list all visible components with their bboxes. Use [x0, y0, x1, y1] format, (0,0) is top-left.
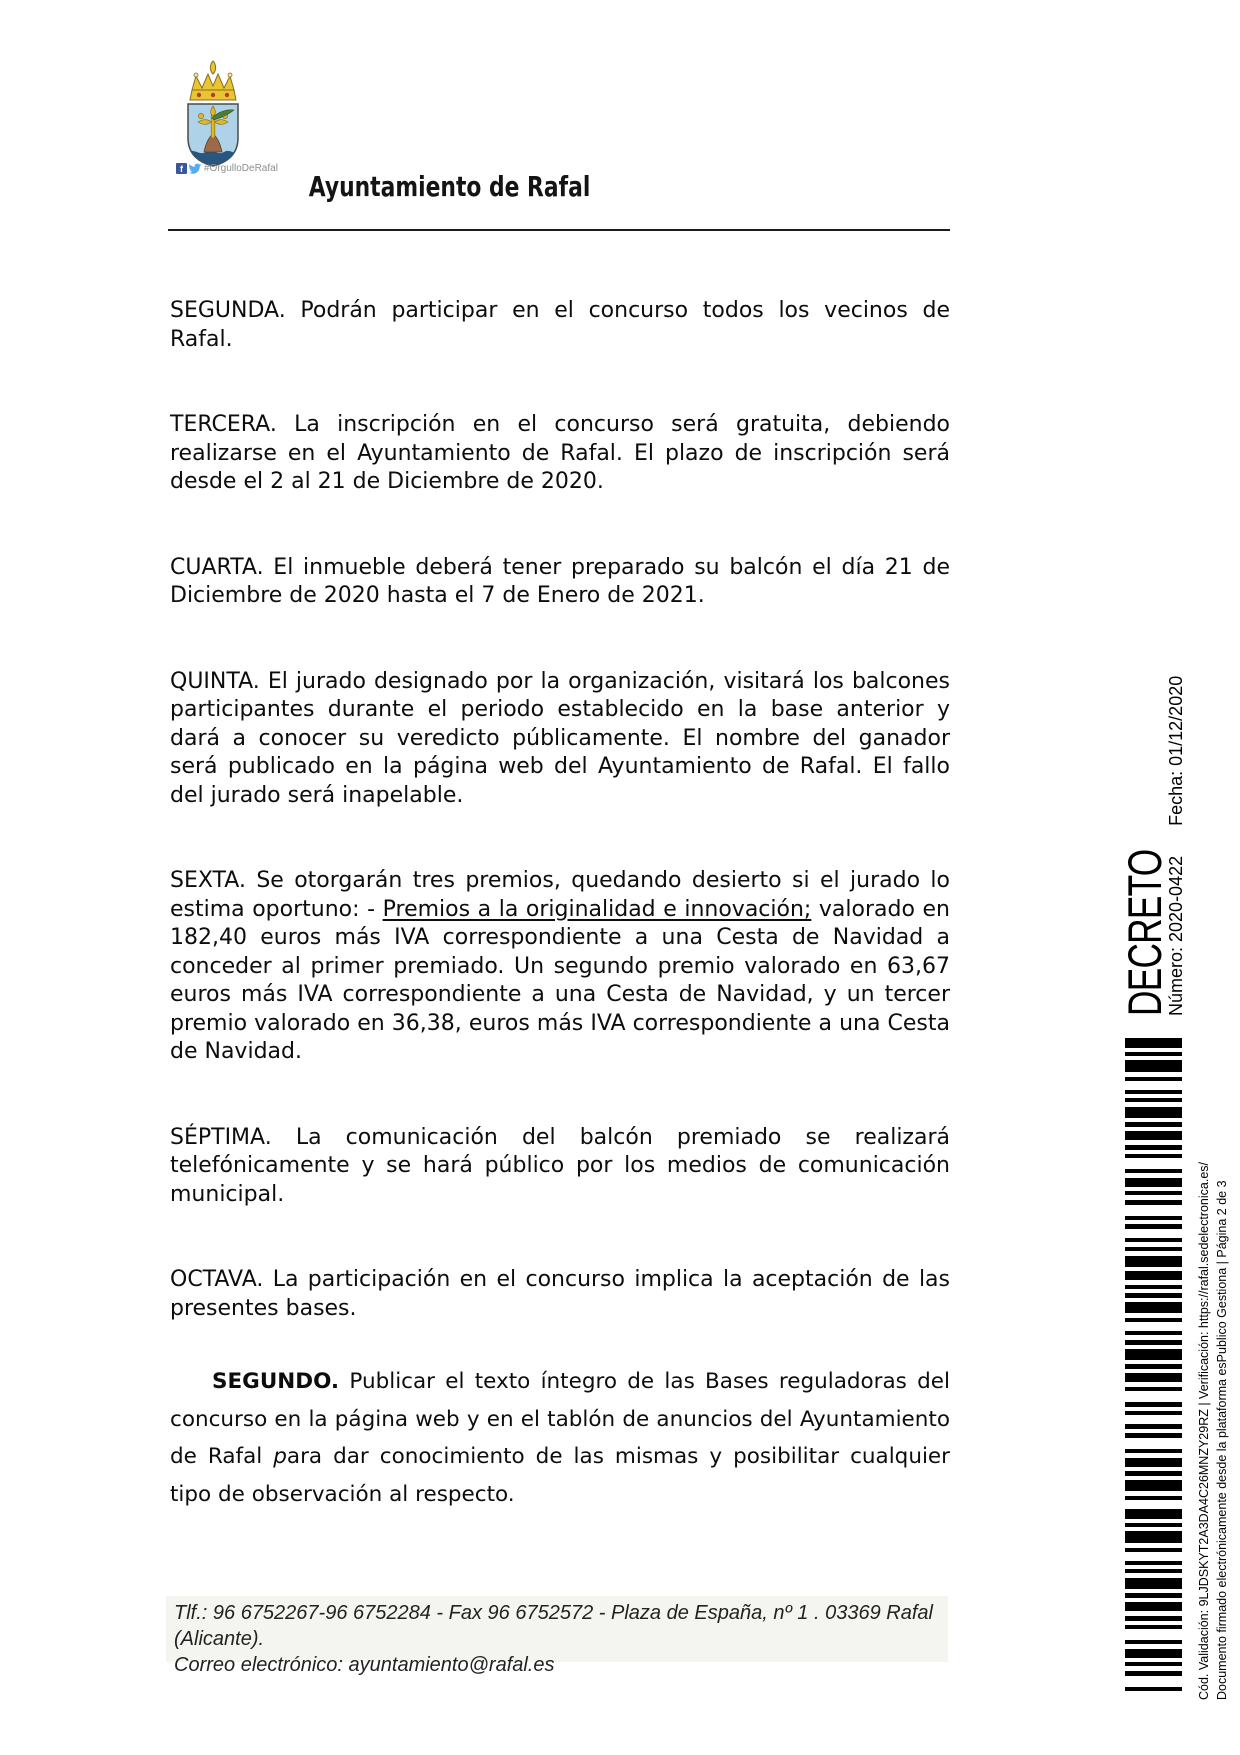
shield-icon — [188, 104, 238, 168]
clause-sexta — [170, 867, 950, 1067]
barcode-bar — [1125, 1578, 1182, 1589]
resolution-label: SEGUNDO. — [212, 1369, 340, 1394]
decree-number: Número: 2020-0422 — [1166, 855, 1186, 1016]
barcode-space — [1125, 1691, 1182, 1693]
barcode-bar — [1125, 1509, 1182, 1519]
barcode-space — [1125, 1081, 1182, 1090]
decree-validation-block — [1196, 1150, 1234, 1700]
clause-cuarta: CUARTA. El inmueble deberá tener preparado su balcón el día 21 de Diciembre de 2020 hasta el 7 de Enero de 2021. — [170, 554, 950, 608]
barcode-space — [1125, 1415, 1182, 1424]
validation-code-line: Cód. Validación: 9LJDSKYT2A3DA4C26MNZY29RZ | Verificación: https://rafal.sedelectronica.es/ — [1197, 1162, 1211, 1700]
decree-barcode — [1125, 1038, 1182, 1693]
resolution-text-2: ara dar conocimiento de las mismas y posibilitar cualquier tipo de observación al respecto. — [170, 1444, 950, 1507]
barcode-bar — [1125, 1060, 1182, 1072]
clause-segunda: SEGUNDA. Podrán participar en el concurso todos los vecinos de Rafal. — [170, 298, 950, 352]
footer-contact-strip — [166, 1596, 948, 1676]
barcode-bar — [1125, 1302, 1182, 1313]
barcode-space — [1125, 1500, 1182, 1509]
footer-phone-address-line: Tlf.: 96 6752267-96 6752284 - Fax 96 6752572 - Plaza de España, nº 1 . 03369 Rafal (Alicante). — [174, 1602, 933, 1650]
signature-platform-line: Documento firmado electrónicamente desde la plataforma esPublico Gestiona | Página 2 de 3 — [1214, 1180, 1229, 1700]
resolution-italic-letter: p — [273, 1444, 287, 1469]
clause-septima: SÉPTIMA. La comunicación del balcón premiado se realizará telefónicamente y se hará público por los medios de comunicación municipal. — [170, 1124, 950, 1207]
clause-sexta-intro: SEXTA. Se otorgarán tres premios, quedando desierto si el jurado lo estima oportuno: - — [170, 868, 950, 922]
clause-tercera: TERCERA. La inscripción en el concurso será gratuita, debiendo realizarse en el Ayuntamiento de Rafal. El plazo de inscripción será desde el 2 al 21 de Diciembre de 2020. — [170, 412, 950, 494]
rafal-coat-of-arms-logo — [168, 60, 258, 178]
page-title: Ayuntamiento de Rafal — [309, 170, 591, 203]
clause-sexta-underlined-prize: Premios a la originalidad e innovación; — [382, 896, 812, 922]
barcode-bar — [1125, 1107, 1182, 1118]
clause-sexta-detail: valorado en 182,40 euros más IVA correspondiente a una Cesta de Navidad a conceder al primer premiado. Un segundo premio valorado en 63,67 euros más IVA correspondiente a una Cesta de Navidad, y un tercer premio valorado en 36,38, euros más IVA correspondiente a una Cesta de Navidad. — [170, 896, 950, 1064]
barcode-bar — [1125, 1531, 1182, 1543]
barcode-space — [1125, 1552, 1182, 1561]
barcode-bar — [1125, 1373, 1182, 1382]
coat-of-arms-icon — [168, 60, 258, 178]
barcode-space — [1125, 1676, 1182, 1687]
barcode-bar — [1125, 1458, 1182, 1467]
barcode-space — [1125, 1438, 1182, 1449]
decree-date: Fecha: 01/12/2020 — [1166, 675, 1186, 826]
barcode-space — [1125, 1629, 1182, 1640]
facebook-icon: f — [176, 163, 187, 174]
clause-octava: OCTAVA. La participación en el concurso implica la aceptación de las presentes bases. — [170, 1267, 950, 1321]
barcode-bar — [1125, 1271, 1182, 1280]
barcode-space — [1125, 1229, 1182, 1238]
decree-body — [170, 297, 950, 1513]
decree-sidebar-heading — [1118, 675, 1186, 1016]
footer-email-line: Correo electrónico: ayuntamiento@rafal.es — [174, 1654, 555, 1676]
barcode-bar — [1125, 1480, 1182, 1491]
decree-title: DECRETO — [1118, 849, 1171, 1016]
barcode-space — [1125, 1391, 1182, 1402]
resolution-text-1: Publicar el texto íntegro de las Bases reguladoras del concurso en la página web y en el tablón de anuncios del Ayuntamiento de Rafal — [170, 1369, 950, 1469]
resolution-segundo — [170, 1363, 950, 1513]
crown-icon — [190, 61, 236, 100]
social-hashtag-label: #OrgulloDeRafal — [204, 163, 278, 174]
barcode-bar — [1125, 1131, 1182, 1140]
barcode-bar — [1125, 1038, 1182, 1048]
barcode-space — [1125, 1158, 1182, 1169]
barcode-bar — [1125, 1602, 1182, 1611]
barcode-bar — [1125, 1178, 1182, 1187]
barcode-bar — [1125, 1349, 1182, 1360]
barcode-space — [1125, 1322, 1182, 1331]
clause-quinta: QUINTA. El jurado designado por la organización, visitará los balcones participantes durante el periodo establecido en la base anterior y dará a conocer su veredicto públicamente. El nombre del ganador será publicado en la página web del Ayuntamiento de Rafal. El fallo del jurado será inapelable. — [170, 668, 950, 808]
barcode-space — [1125, 1205, 1182, 1216]
header-divider — [168, 229, 950, 231]
barcode-bar — [1125, 1256, 1182, 1267]
barcode-bar — [1125, 1649, 1182, 1658]
